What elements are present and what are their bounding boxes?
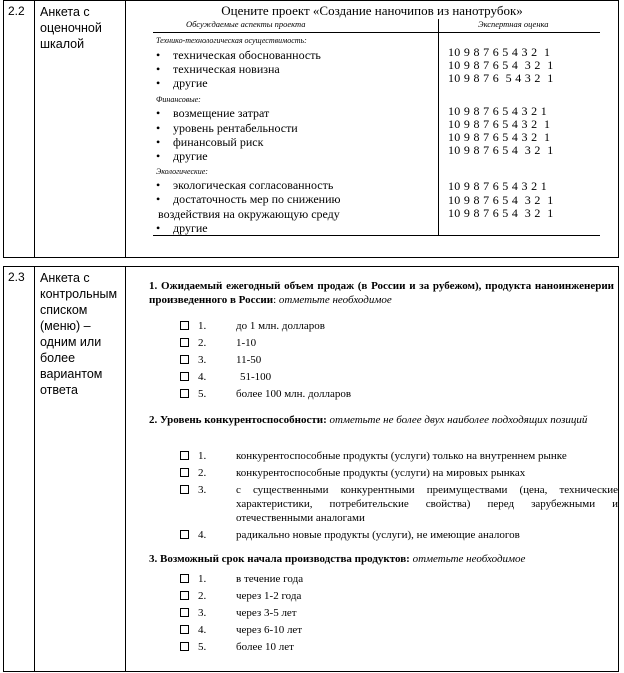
option-number: 1. (198, 320, 207, 332)
criterion-item: • уровень рентабельности (156, 121, 298, 135)
criterion-item: • техническая обоснованность (156, 48, 321, 62)
option-label: через 3-5 лет (236, 607, 297, 619)
option-label: 11-50 (236, 354, 262, 366)
rating-title: Оцените проект «Создание наночипов из нанотрубок» (221, 3, 523, 18)
rating-scale: 10 9 8 7 6 5 4 3 2 1 (448, 206, 554, 220)
option-checkbox[interactable] (180, 451, 189, 460)
option-label: через 1-2 года (236, 590, 302, 602)
option-label: более 10 лет (236, 641, 294, 653)
option-label: более 100 млн. долларов (236, 388, 352, 400)
criterion-item: • достаточность мер по снижению (156, 192, 341, 206)
option-checkbox[interactable] (180, 389, 189, 398)
rating-scale: 10 9 8 7 6 5 4 3 2 1 (448, 179, 547, 193)
rating-scale: 10 9 8 7 6 5 4 3 2 1 (448, 143, 554, 157)
option-number: 3. (198, 607, 207, 619)
option-number: 4. (198, 624, 207, 636)
option-label: с существенными конкурентными преимуществами (цена, технические характеристики, потребительские свойства) перед зарубежными и отечественными аналогами (236, 484, 618, 524)
rating-scale: 10 9 8 7 6 5 4 3 2 1 (448, 193, 554, 207)
questionnaire-example-cell (126, 267, 618, 671)
questionnaire-type-cell (35, 1, 126, 257)
option-number: 4. (198, 529, 207, 541)
table-row-2-2 (3, 0, 619, 258)
criterion-item: • возмещение затрат (156, 106, 270, 120)
table-row-2-3 (3, 266, 619, 672)
option-number: 1. (198, 450, 207, 462)
option-number: 4. (198, 371, 207, 383)
row-number-cell (4, 1, 35, 257)
criterion-item: • другие (156, 221, 208, 235)
row-number: 2.3 (8, 270, 25, 284)
option-label: 51-100 (240, 371, 272, 383)
option-label: в течение года (236, 573, 304, 585)
option-number: 2. (198, 467, 207, 479)
rating-scale: 10 9 8 7 6 5 4 3 2 1 (448, 58, 554, 72)
option-number: 1. (198, 573, 207, 585)
option-checkbox[interactable] (180, 372, 189, 381)
option-number: 5. (198, 388, 207, 400)
option-label: до 1 млн. долларов (236, 320, 325, 332)
option-checkbox[interactable] (180, 642, 189, 651)
questionnaire-type: Анкета с контрольным списком (меню) – одним или более вариантом ответа (40, 271, 118, 397)
option-number: 5. (198, 641, 207, 653)
criterion-item: • другие (156, 76, 208, 90)
header-divider (153, 32, 600, 33)
questionnaire-type: Анкета с оценочной шкалой (40, 5, 102, 51)
option-checkbox[interactable] (180, 338, 189, 347)
rating-scale: 10 9 8 7 6 5 4 3 2 1 (448, 117, 551, 131)
section-label: Технико-технологическая осуществимость: (156, 36, 307, 45)
option-label: 1-10 (236, 337, 257, 349)
option-checkbox[interactable] (180, 321, 189, 330)
option-checkbox[interactable] (180, 625, 189, 634)
questionnaire-type-cell (35, 267, 126, 671)
rating-column-header: Экспертная оценка (478, 19, 549, 29)
question-1: 1. Ожидаемый ежегодный объем продаж (в России и за рубежом), продукта наноинженерии произведенного в России: отметьте необходимое (149, 280, 614, 306)
row-number: 2.2 (8, 4, 25, 18)
questionnaire-example-cell (126, 1, 618, 257)
option-label: через 6-10 лет (236, 624, 303, 636)
option-checkbox[interactable] (180, 574, 189, 583)
rating-scale: 10 9 8 7 6 5 4 3 2 1 (448, 71, 554, 85)
table-bottom-line (153, 235, 600, 236)
option-checkbox[interactable] (180, 530, 189, 539)
criterion-item: • другие (156, 149, 208, 163)
section-label: Финансовые: (156, 95, 201, 104)
option-checkbox[interactable] (180, 355, 189, 364)
question-3: 3. Возможный срок начала производства продуктов: отметьте необходимое (149, 553, 526, 565)
criterion-item: • финансовый риск (156, 135, 264, 149)
option-label: конкурентоспособные продукты (услуги) на мировых рынках (236, 467, 526, 479)
criterion-item: • техническая новизна (156, 62, 280, 76)
option-checkbox[interactable] (180, 485, 189, 494)
option-label: конкурентоспособные продукты (услуги) только на внутреннем рынке (236, 450, 567, 462)
rating-scale: 10 9 8 7 6 5 4 3 2 1 (448, 45, 551, 59)
option-label: радикально новые продукты (услуги), не имеющие аналогов (236, 529, 520, 541)
row-number-cell (4, 267, 35, 671)
option-number: 2. (198, 337, 207, 349)
option-checkbox[interactable] (180, 608, 189, 617)
section-label: Экологические: (156, 167, 208, 176)
option-number: 2. (198, 590, 207, 602)
criterion-item: • экологическая согласованность (156, 178, 334, 192)
rating-scale: 10 9 8 7 6 5 4 3 2 1 (448, 130, 551, 144)
option-number: 3. (198, 484, 207, 496)
rating-scale: 10 9 8 7 6 5 4 3 2 1 (448, 104, 547, 118)
option-number: 3. (198, 354, 207, 366)
criterion-continuation: воздействия на окружающую среду (158, 207, 340, 221)
option-checkbox[interactable] (180, 591, 189, 600)
question-2: 2. Уровень конкурентоспособности: отметьте не более двух наиболее подходящих позиций (149, 414, 588, 426)
column-divider (438, 19, 439, 235)
aspects-column-header: Обсуждаемые аспекты проекта (186, 19, 306, 29)
option-checkbox[interactable] (180, 468, 189, 477)
